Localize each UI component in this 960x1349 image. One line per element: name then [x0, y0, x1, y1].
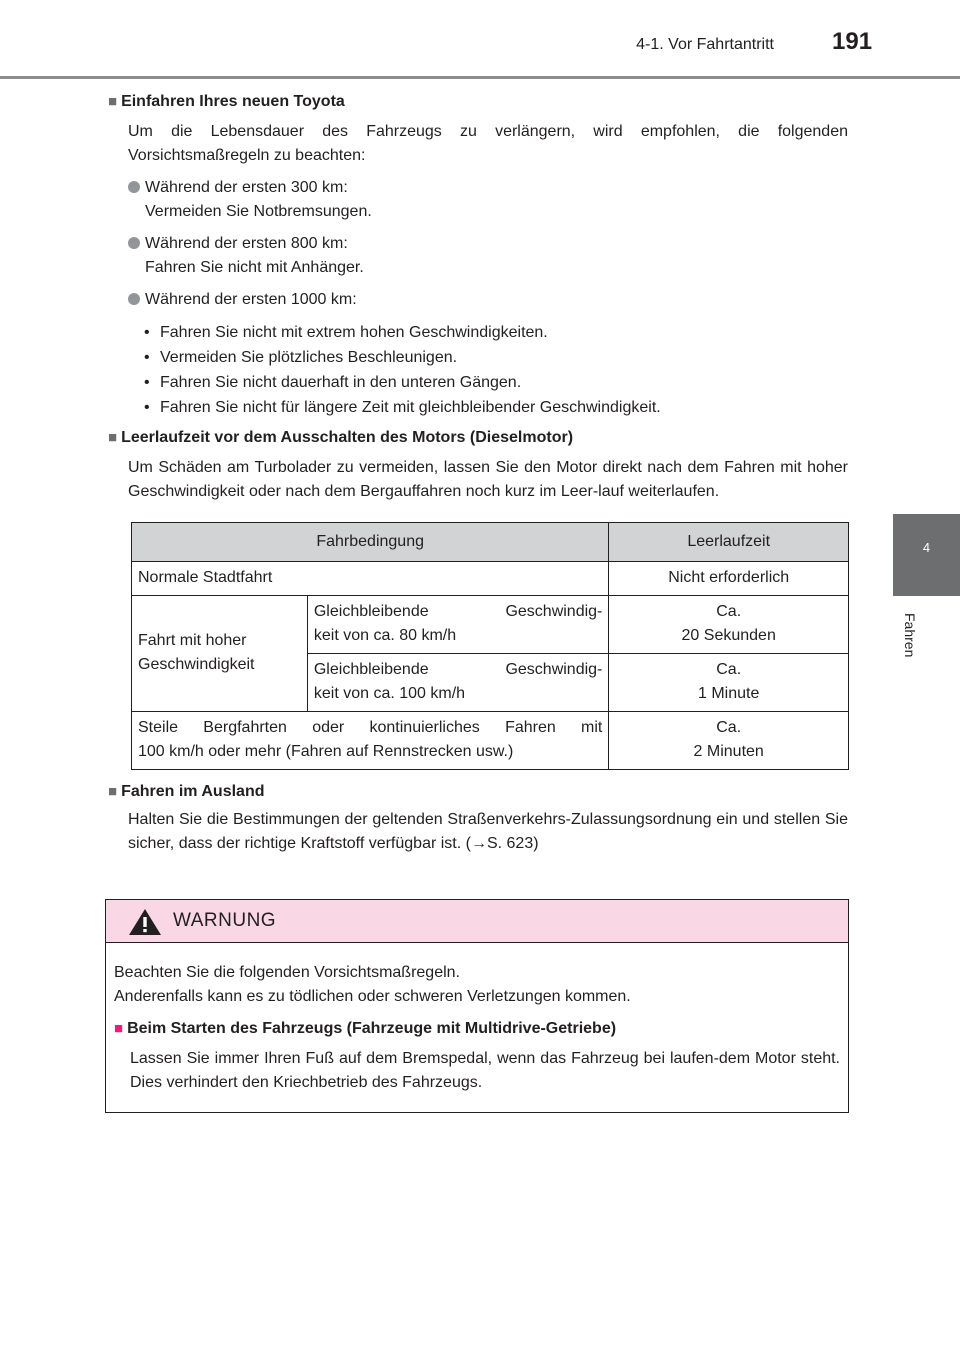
cell-high-speed	[132, 596, 308, 712]
abroad-heading	[108, 780, 848, 804]
header-idle-time: Leerlaufzeit	[609, 523, 849, 562]
page-content	[108, 90, 848, 856]
table-row	[132, 562, 849, 596]
warning-title: WARNUNG	[173, 910, 277, 931]
warning-heading-text: Beim Starten des Fahrzeugs (Fahrzeuge mit Multidrive-Getriebe)	[127, 1020, 617, 1037]
bullet-item: • Fahren Sie nicht mit extrem hohen Geschwindigkeiten.	[144, 320, 848, 345]
page-number: 191	[832, 28, 873, 55]
cell-condition-line: keit von ca. 80 km/h	[313, 627, 457, 644]
breakin-item-title: Während der ersten 300 km:	[145, 179, 348, 196]
breakin-item-text: Fahren Sie nicht mit Anhänger.	[145, 259, 364, 276]
bullet-item: • Fahren Sie nicht für längere Zeit mit gleichbleibender Geschwindigkeit.	[144, 395, 848, 420]
warning-body	[106, 943, 848, 1095]
warning-intro-line: Beachten Sie die folgenden Vorsichtsmaßregeln.	[114, 964, 460, 981]
cell-condition	[307, 596, 609, 654]
idle-section	[108, 426, 848, 770]
cell-time	[609, 596, 849, 654]
idle-time-table	[131, 522, 849, 770]
warning-text: Lassen Sie immer Ihren Fuß auf dem Bremspedal, wenn das Fahrzeug bei laufen-dem Motor steht. Dies verhindert den Kriechbetrieb des Fahrzeugs.	[130, 1050, 840, 1091]
cell-high-speed-line: Fahrt mit hoher	[138, 632, 247, 649]
cell-time-line: 2 Minuten	[693, 743, 764, 760]
cell-condition-line: Gleichbleibende Geschwindig-	[313, 603, 603, 620]
cell-time-line: Ca.	[716, 661, 742, 678]
cell-time	[609, 654, 849, 712]
warning-triangle-icon	[128, 908, 162, 941]
cell-time-line: Ca.	[716, 603, 742, 620]
breakin-item-text: Vermeiden Sie Notbremsungen.	[145, 203, 372, 220]
circle-bullet-icon	[128, 237, 140, 249]
square-bullet-icon: ■	[108, 783, 118, 800]
cell-condition	[132, 712, 609, 770]
cell-high-speed-line: Geschwindigkeit	[138, 656, 255, 673]
breakin-item-title: Während der ersten 1000 km:	[145, 291, 357, 308]
warning-header	[106, 900, 848, 943]
section-title: 4-1. Vor Fahrtantritt	[636, 36, 774, 53]
breakin-bullet-list	[144, 320, 848, 420]
table-row	[132, 712, 849, 770]
cell-time-line: 20 Sekunden	[681, 627, 776, 644]
table-header-row	[132, 523, 849, 562]
idle-text: Um Schäden am Turbolader zu vermeiden, lassen Sie den Motor direkt nach dem Fahren mit hoher Geschwindigkeit oder nach dem Bergauffahren noch kurz im Leer-lauf weiterlaufen.	[128, 459, 848, 500]
breakin-item	[128, 176, 848, 224]
warning-box	[105, 899, 849, 1113]
breakin-intro: Um die Lebensdauer des Fahrzeugs zu verlängern, wird empfohlen, die folgenden Vorsichtsmaßregeln zu beachten:	[128, 123, 848, 164]
cell-time-line: 1 Minute	[698, 685, 760, 702]
warning-intro-line: Anderenfalls kann es zu tödlichen oder schweren Verletzungen kommen.	[114, 988, 631, 1005]
circle-bullet-icon	[128, 293, 140, 305]
bullet-item: • Fahren Sie nicht dauerhaft in den unteren Gängen.	[144, 370, 848, 395]
breakin-item-title: Während der ersten 800 km:	[145, 235, 348, 252]
chapter-label: Fahren	[902, 612, 918, 658]
warning-heading	[114, 1017, 840, 1041]
square-bullet-icon: ■	[108, 93, 118, 110]
square-bullet-icon: ■	[114, 1020, 124, 1037]
circle-bullet-icon	[128, 181, 140, 193]
cell-time-line: Ca.	[716, 719, 742, 736]
cell-time: Nicht erforderlich	[609, 562, 849, 596]
chapter-tab[interactable]	[893, 514, 960, 596]
breakin-item	[128, 288, 848, 312]
cell-condition-line: keit von ca. 100 km/h	[313, 685, 466, 702]
cell-condition-line: 100 km/h oder mehr (Fahren auf Rennstrecken usw.)	[138, 743, 514, 760]
idle-heading-text: Leerlaufzeit vor dem Ausschalten des Motors (Dieselmotor)	[121, 429, 574, 446]
square-bullet-icon: ■	[108, 429, 118, 446]
table-row	[132, 596, 849, 654]
abroad-text: Halten Sie die Bestimmungen der geltenden Straßenverkehrs-Zulassungsordnung ein und stellen Sie sicher, dass der richtige Kraftstoff verfügbar ist. (→S. 623)	[128, 811, 848, 852]
chapter-number: 4	[922, 540, 931, 555]
cell-condition-line: Steile Bergfahrten oder kontinuierliches Fahren mit	[138, 719, 603, 736]
abroad-section	[108, 780, 848, 856]
cell-condition: Normale Stadtfahrt	[132, 562, 609, 596]
abroad-heading-text: Fahren im Ausland	[121, 783, 265, 800]
breakin-item	[128, 232, 848, 280]
cell-time	[609, 712, 849, 770]
cell-condition	[307, 654, 609, 712]
breakin-heading-text: Einfahren Ihres neuen Toyota	[121, 93, 345, 110]
breakin-heading	[108, 90, 848, 114]
bullet-item: • Vermeiden Sie plötzliches Beschleunigen.	[144, 345, 848, 370]
header-condition: Fahrbedingung	[132, 523, 609, 562]
cell-condition-line: Gleichbleibende Geschwindig-	[313, 661, 603, 678]
idle-heading	[108, 426, 848, 450]
header-rule	[0, 76, 960, 79]
